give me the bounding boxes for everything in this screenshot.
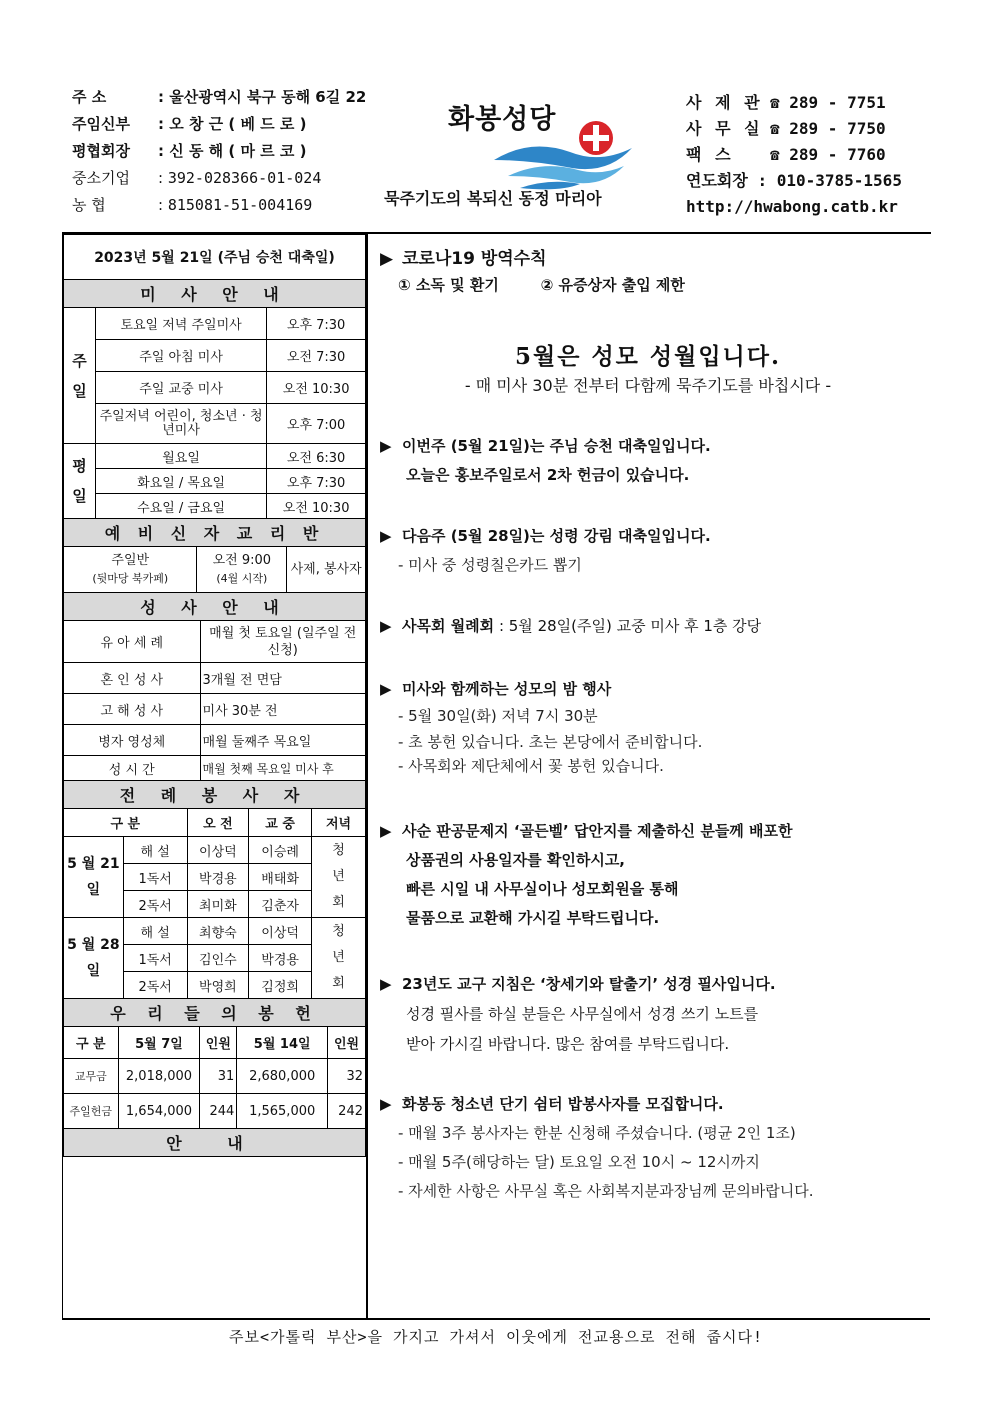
notice-title: 다음주 (5월 28일)는 성령 강림 대축일입니다. — [402, 527, 711, 545]
liturgy-evening: 청년회 — [312, 837, 366, 918]
mass-time: 오전 7:30 — [267, 340, 366, 372]
church-name: 화봉성당 — [448, 104, 557, 135]
notice-line: 받아 가시길 바랍니다. 많은 참여를 부탁드립니다. — [406, 1035, 730, 1053]
sacrament-name: 혼 인 성 사 — [64, 663, 201, 694]
offering-header: 구 분 — [64, 1027, 119, 1059]
bullet-icon: ▶ — [380, 680, 392, 698]
mass-time: 오후 7:00 — [267, 404, 366, 444]
catechumen-time: 오전 9:00 — [212, 552, 272, 568]
liturgy-main: 이승례 — [249, 837, 312, 864]
bank2-account: 815081-51-004169 — [167, 196, 313, 214]
notice-sub: - 사목회와 제단체에서 꽃 봉헌 있습니다. — [398, 757, 664, 775]
bank2-label: 농 협 — [72, 196, 106, 214]
notice-sub: - 매월 3주 봉사자는 한분 신청해 주셨습니다. (평균 2인 1조) — [398, 1124, 796, 1142]
notice-section-title: 안 내 — [64, 1129, 366, 1157]
liturgy-am: 박경용 — [187, 864, 249, 891]
headline-sub: - 매 미사 30분 전부터 다함께 묵주기도를 바칩시다 - — [464, 376, 832, 395]
column-divider — [366, 232, 368, 1318]
notice-title: 미사와 함께하는 성모의 밤 행사 — [402, 680, 612, 698]
mass-name: 주일 아침 미사 — [95, 340, 266, 372]
liturgy-role: 2독서 — [123, 891, 187, 918]
sacrament-table — [63, 620, 366, 809]
sacrament-name: 고 해 성 사 — [64, 694, 201, 725]
liturgy-date: 5 월 28 일 — [64, 918, 124, 999]
bullet-icon: ▶ — [380, 975, 392, 993]
liturgy-main: 배태화 — [249, 864, 312, 891]
mass-section-title: 미 사 안 내 — [64, 280, 366, 308]
liturgy-role: 2독서 — [123, 972, 187, 999]
director: 연도회장 : 010-3785-1565 — [686, 171, 902, 190]
covid-items: ① 소독 및 환기 ② 유증상자 출입 제한 — [398, 276, 685, 294]
sacrament-info: 매월 둘째주 목요일 — [200, 725, 365, 756]
offering-name: 주일헌금 — [64, 1094, 119, 1129]
sacrament-info: 매월 첫 토요일 (일주일 전 신청) — [200, 621, 365, 663]
liturgy-section-title: 전 례 봉 사 자 — [64, 781, 366, 809]
mass-name: 월요일 — [95, 444, 266, 469]
sacrament-name: 성 시 간 — [64, 756, 201, 781]
liturgy-main: 김정희 — [249, 972, 312, 999]
notice-title: 화봉동 청소년 단기 쉼터 밥봉사자를 모집합니다. — [402, 1095, 724, 1113]
mass-name: 주일저녁 어린이, 청소년 · 청년미사 — [95, 404, 266, 444]
website-link[interactable]: http://hwabong.catb.kr — [686, 197, 898, 216]
footer-text: 주보<가톨릭 부산>을 가지고 가셔서 이웃에게 전교용으로 전해 줍시다! — [228, 1328, 764, 1346]
notice-line: 물품으로 교환해 가시길 부탁드립니다. — [406, 909, 660, 927]
notice-4 — [380, 676, 925, 778]
mass-time: 오후 7:30 — [267, 308, 366, 340]
notice-7 — [380, 1090, 925, 1206]
liturgy-am: 박영희 — [187, 972, 249, 999]
liturgy-am: 이상덕 — [187, 837, 249, 864]
liturgy-role: 해 설 — [123, 837, 187, 864]
mass-name: 수요일 / 금요일 — [95, 494, 266, 519]
notice-text: : 5월 28일(주일) 교중 미사 후 1층 강당 — [494, 617, 762, 635]
offering-section-title: 우 리 들 의 봉 헌 — [64, 999, 366, 1027]
offering-header: 인원 — [200, 1027, 237, 1059]
covid-notice — [380, 244, 925, 295]
sacrament-info: 3개월 전 면담 — [200, 663, 365, 694]
liturgy-date: 5 월 21 일 — [64, 837, 124, 918]
pastor: 오 창 근 ( 베 드 로 ) — [169, 115, 307, 133]
notice-1 — [380, 432, 925, 490]
council: 신 동 해 ( 마 르 코 ) — [169, 142, 307, 160]
notice-sub: - 매월 5주(해당하는 달) 토요일 오전 10시 ~ 12시까지 — [398, 1153, 760, 1171]
catechumen-class: 주일반 — [111, 552, 150, 568]
liturgy-header: 저녁 — [312, 809, 366, 837]
mass-time: 오전 10:30 — [267, 372, 366, 404]
mass-name: 주일 교중 미사 — [95, 372, 266, 404]
bottom-divider — [62, 1318, 930, 1320]
logo-icon — [490, 118, 640, 190]
contact-info — [686, 90, 902, 220]
notice-line: 성경 필사를 하실 분들은 사무실에서 성경 쓰기 노트를 — [406, 1005, 759, 1023]
weekday-label: 평 일 — [64, 444, 96, 519]
address-label: 주 소 — [72, 88, 107, 106]
notice-title: 이번주 (5월 21일)는 주님 승천 대축일입니다. — [402, 437, 711, 455]
liturgy-main: 박경용 — [249, 945, 312, 972]
catechumen-section-title: 예 비 신 자 교 리 반 — [64, 519, 366, 547]
bullet-icon: ▶ — [380, 822, 392, 840]
notice-title: 사목회 월례회 — [402, 617, 495, 635]
notice-sub: - 미사 중 성령칠은카드 뽑기 — [398, 556, 582, 574]
contact-label: 팩 스 — [686, 145, 733, 164]
offering-value: 2,018,000 — [118, 1059, 200, 1094]
offering-count: 31 — [200, 1059, 237, 1094]
bank1-account: 392-028366-01-024 — [167, 169, 322, 187]
offering-value: 1,654,000 — [118, 1094, 200, 1129]
notice-sub: - 5월 30일(화) 저녁 7시 30분 — [398, 707, 598, 725]
council-label: 평협회장 — [72, 142, 130, 160]
offering-count: 242 — [328, 1094, 366, 1129]
notice-6 — [380, 969, 925, 1059]
contact-value: ☎ 289 - 7750 — [770, 119, 886, 138]
bullet-icon: ▶ — [380, 249, 394, 269]
liturgy-header: 구 분 — [64, 809, 188, 837]
liturgy-table — [63, 808, 366, 1027]
catechumen-table — [63, 546, 366, 621]
offering-table — [63, 1026, 366, 1157]
sacrament-info: 미사 30분 전 — [200, 694, 365, 725]
mass-time: 오전 10:30 — [267, 494, 366, 519]
mass-time: 오후 7:30 — [267, 469, 366, 494]
notice-5 — [380, 817, 925, 933]
offering-header: 5월 14일 — [237, 1027, 328, 1059]
liturgy-role: 해 설 — [123, 918, 187, 945]
offering-value: 2,680,000 — [237, 1059, 328, 1094]
sacrament-info: 매월 첫째 목요일 미사 후 — [200, 756, 365, 781]
liturgy-main: 김춘자 — [249, 891, 312, 918]
bullet-icon: ▶ — [380, 437, 392, 455]
offering-header: 인원 — [328, 1027, 366, 1059]
offering-count: 244 — [200, 1094, 237, 1129]
bullet-icon: ▶ — [380, 1095, 392, 1113]
address: 울산광역시 북구 동해 6길 22 — [169, 88, 367, 106]
date-heading: 2023년 5월 21일 (주님 승천 대축일) — [64, 235, 366, 280]
liturgy-am: 최향숙 — [187, 918, 249, 945]
catechumen-place: (뒷마당 북카페) — [92, 571, 169, 585]
sacrament-name: 유 아 세 례 — [64, 621, 201, 663]
notice-line: 오늘은 홍보주일로서 2차 헌금이 있습니다. — [406, 466, 690, 484]
offering-value: 1,565,000 — [237, 1094, 328, 1129]
contact-label: 사 무 실 — [686, 119, 762, 138]
liturgy-role: 1독서 — [123, 945, 187, 972]
headline: 5월은 성모 성월입니다. — [515, 343, 781, 370]
liturgy-role: 1독서 — [123, 864, 187, 891]
mass-name: 화요일 / 목요일 — [95, 469, 266, 494]
catechumen-start: (4월 시작) — [216, 571, 268, 585]
offering-name: 교무금 — [64, 1059, 119, 1094]
sacrament-name: 병자 영성체 — [64, 725, 201, 756]
offering-count: 32 — [328, 1059, 366, 1094]
liturgy-header: 오 전 — [187, 809, 249, 837]
mass-time: 오전 6:30 — [267, 444, 366, 469]
notice-title: 사순 판공문제지 ‘골든벨’ 답안지를 제출하신 분들께 배포한 — [402, 822, 793, 840]
liturgy-header: 교 중 — [249, 809, 312, 837]
pastor-label: 주임신부 — [72, 115, 130, 133]
notice-line: 빠른 시일 내 사무실이나 성모회원을 통해 — [406, 880, 679, 898]
notice-title: 23년도 교구 지침은 ‘창세기와 탈출기’ 성경 필사입니다. — [402, 975, 776, 993]
catechumen-teacher: 사제, 봉사자 — [287, 547, 366, 593]
schedule-table — [63, 234, 366, 547]
contact-value: ☎ 289 - 7751 — [770, 93, 886, 112]
liturgy-main: 이상덕 — [249, 918, 312, 945]
contact-label: 사 제 관 — [686, 93, 762, 112]
liturgy-evening: 청년회 — [312, 918, 366, 999]
bank1-label: 중소기업 — [72, 169, 130, 187]
mass-name: 토요일 저녁 주일미사 — [95, 308, 266, 340]
motto: 묵주기도의 복되신 동정 마리아 — [384, 189, 602, 208]
left-column — [63, 234, 366, 1157]
liturgy-am: 김인수 — [187, 945, 249, 972]
notice-sub: - 초 봉헌 있습니다. 초는 본당에서 준비합니다. — [398, 733, 703, 751]
notice-2 — [380, 522, 925, 580]
offering-header: 5월 7일 — [118, 1027, 200, 1059]
sacrament-section-title: 성 사 안 내 — [64, 593, 366, 621]
bullet-icon: ▶ — [380, 527, 392, 545]
liturgy-am: 최미화 — [187, 891, 249, 918]
bullet-icon: ▶ — [380, 617, 392, 635]
notice-line: 상품권의 사용일자를 확인하시고, — [406, 851, 626, 869]
sunday-label: 주 일 — [64, 308, 96, 444]
covid-title: 코로나19 방역수칙 — [402, 249, 547, 269]
church-info: 주 소 : 울산광역시 북구 동해 6길 22 주임신부 : 오 창 근 ( 베 드 로 ) 평협회장 : 신 동 해 ( 마 르 코 ) 중소기업 : 392-028366-01-024 농 협 : 815081-51-004169 — [72, 84, 366, 219]
contact-value: ☎ 289 - 7760 — [770, 145, 886, 164]
notice-3 — [380, 615, 925, 636]
notice-sub: - 자세한 사항은 사무실 혹은 사회복지분과장님께 문의바랍니다. — [398, 1182, 814, 1200]
